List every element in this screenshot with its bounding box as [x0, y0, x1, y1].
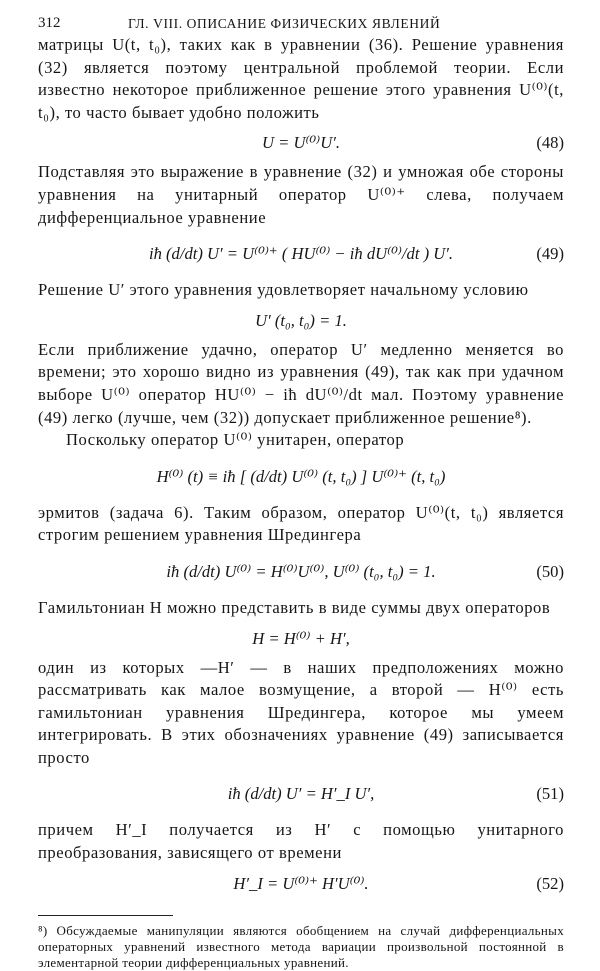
paragraph-5: Поскольку оператор U⁽⁰⁾ унитарен, оператор [66, 430, 405, 450]
initial-condition-formula: U′ (t₀, t₀) = 1. [255, 310, 347, 330]
equation-51-formula: iħ (d/dt) U′ = H′_I U′, [227, 784, 375, 804]
equation-49-formula: iħ (d/dt) U′ = U⁽⁰⁾⁺ ( HU⁽⁰⁾ − iħ dU⁽⁰⁾/dt ) U′. [148, 244, 454, 264]
footnote [38, 915, 564, 971]
paragraph-1: матрицы U(t, t₀), таких как в уравнении (36). Решение уравнения (32) является поэтому центральной проблемой теории. Если известно некоторое приближенное решение этого уравнения U⁽⁰⁾(t, t₀), то часто бывает удобно положить [38, 35, 564, 122]
equation-48 [38, 125, 564, 160]
equation-initial-condition [38, 303, 564, 338]
paragraph-3: Решение U′ этого уравнения удовлетворяет начальному условию [38, 280, 529, 300]
equation-48-number: (48) [536, 133, 564, 153]
equation-51 [38, 770, 564, 818]
equation-52-number: (52) [536, 873, 564, 893]
paragraph-8: один из которых —H′ — в наших предположениях можно рассматривать как малое возмущение, а второй — H⁽⁰⁾ есть гамильтониан уравнения Шредингера, которое мы умеем интегрировать. В этих обозначениях уравнение (49) записывается просто [38, 657, 564, 767]
equation-52-formula: H′_I = U⁽⁰⁾⁺ H′U⁽⁰⁾. [233, 873, 369, 893]
equation-49 [38, 230, 564, 278]
page-number: 312 [38, 15, 61, 31]
equation-50-number: (50) [536, 561, 564, 581]
paragraph-9: причем H′_I получается из H′ с помощью унитарного преобразования, зависящего от времени [38, 820, 564, 863]
paragraph-4: Если приближение удачно, оператор U′ медленно меняется во времени; это хорошо видно из уравнения (49), так как при удачном выборе U⁽⁰⁾ оператор HU⁽⁰⁾ − iħ dU⁽⁰⁾/dt мал. Поэтому уравнение (49) легко (лучше, чем (32)) допускает приближенное решение⁸). [38, 339, 564, 427]
equation-51-number: (51) [536, 784, 564, 804]
equation-52 [38, 866, 564, 901]
footnote-text: ⁸) Обсуждаемые манипуляции являются обобщением на случай дифференциальных операторных уравнений известного метода вариации произвольной постоянной в элементарной теории дифференциальных уравнений. [38, 922, 564, 970]
equation-49-number: (49) [536, 244, 564, 264]
running-header [38, 10, 564, 34]
chapter-title: ГЛ. VIII. ОПИСАНИЕ ФИЗИЧЕСКИХ ЯВЛЕНИЙ [128, 16, 441, 31]
equation-50 [38, 548, 564, 596]
equation-48-formula: U = U⁽⁰⁾U′. [261, 133, 341, 153]
paragraph-6: эрмитов (задача 6). Таким образом, оператор U⁽⁰⁾(t, t₀) является строгим решением уравнения Шредингера [38, 502, 564, 545]
paragraph-7: Гамильтониан H можно представить в виде суммы двух операторов [38, 597, 551, 617]
equation-h0-definition [38, 453, 564, 501]
equation-hamiltonian-sum [38, 621, 564, 656]
hamiltonian-sum-formula: H = H⁽⁰⁾ + H′, [252, 628, 350, 648]
paragraph-2: Подставляя это выражение в уравнение (32) и умножая обе стороны уравнения на унитарный оператор U⁽⁰⁾⁺ слева, получаем дифференциальное уравнение [38, 162, 564, 227]
h0-definition-formula: H⁽⁰⁾ (t) ≡ iħ [ (d/dt) U⁽⁰⁾ (t, t₀) ] U⁽⁰⁾⁺ (t, t₀) [156, 466, 446, 486]
equation-50-formula: iħ (d/dt) U⁽⁰⁾ = H⁽⁰⁾U⁽⁰⁾, U⁽⁰⁾ (t₀, t₀) = 1. [166, 561, 436, 581]
